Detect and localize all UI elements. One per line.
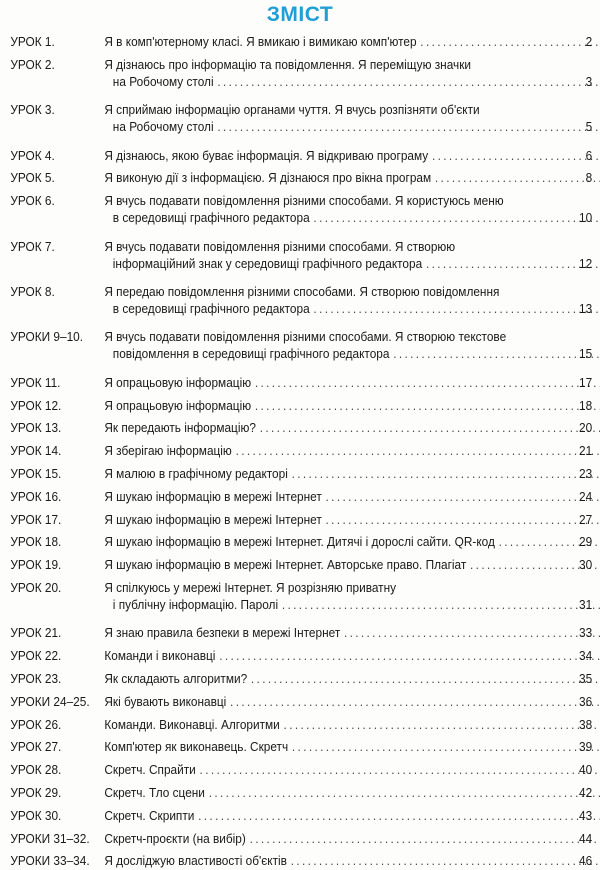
dot-leader: [313, 301, 600, 318]
toc-page-number: 24: [579, 489, 593, 504]
toc-row[interactable]: [0, 34, 600, 51]
toc-lesson-label: УРОК 5.: [10, 171, 55, 186]
toc-page-number: 17: [579, 375, 593, 390]
toc-entry-title: Я шукаю інформацію в мережі Інтернет: [104, 512, 322, 527]
toc-entry-title: Я малюю в графічному редакторі: [104, 467, 288, 481]
toc-row[interactable]: [0, 420, 600, 437]
toc-row[interactable]: [0, 102, 600, 136]
dot-leader: [251, 671, 600, 688]
toc-row[interactable]: [0, 193, 600, 227]
toc-row[interactable]: [0, 57, 600, 91]
dot-leader: [217, 119, 600, 136]
toc-entry-title: інформаційний знак у середовищі графічного редактора: [112, 256, 423, 271]
toc-lesson-label: УРОК 21.: [10, 626, 62, 641]
toc-row[interactable]: [0, 648, 600, 665]
dot-leader: [260, 420, 600, 437]
toc-page-number: 40: [579, 763, 593, 778]
toc-page-number: 44: [579, 831, 593, 846]
toc-lesson-label: УРОК 14.: [10, 444, 62, 459]
toc-lesson-label: УРОК 7.: [10, 239, 55, 254]
toc-row[interactable]: [0, 717, 600, 734]
toc-page-number: 31: [579, 598, 593, 612]
toc-lesson-label: УРОК 29.: [10, 786, 62, 800]
toc-page-number: 33: [579, 626, 593, 641]
toc-entry-title: і публічну інформацію. Паролі: [112, 598, 279, 612]
toc-lesson-label: УРОК 27.: [10, 740, 62, 755]
toc-row[interactable]: [0, 534, 600, 551]
toc-lesson-label: УРОК 1.: [10, 35, 55, 49]
toc-row[interactable]: [0, 398, 600, 415]
toc-page-number: 43: [579, 808, 593, 823]
toc-page-number: 10: [579, 211, 593, 226]
toc-row[interactable]: [0, 671, 600, 688]
toc-entry-title: на Робочому столі: [112, 74, 214, 89]
toc-page-number: 18: [579, 398, 593, 413]
toc-entry-title: Я зберігаю інформацію: [104, 444, 232, 459]
toc-row[interactable]: [0, 580, 600, 614]
toc-lesson-label: УРОК 8.: [10, 285, 55, 299]
toc-row[interactable]: [0, 512, 600, 529]
toc-row[interactable]: [0, 557, 600, 574]
toc-page-number: 34: [579, 649, 593, 664]
toc-row[interactable]: [0, 148, 600, 165]
toc-entry-title: Скретч. Тло сцени: [104, 786, 205, 800]
dot-leader: [209, 785, 600, 802]
toc-entry-title: Скретч. Спрайти: [104, 763, 196, 778]
toc-page-number: 3: [585, 74, 593, 89]
toc-page-number: 2: [585, 35, 593, 49]
dot-leader: [291, 853, 600, 870]
toc-row[interactable]: [0, 329, 600, 363]
toc-page-number: 21: [579, 444, 593, 459]
toc-row[interactable]: [0, 694, 600, 711]
toc-page-number: 29: [579, 535, 593, 550]
toc-row[interactable]: [0, 785, 600, 802]
toc-page-number: 36: [579, 694, 593, 709]
dot-leader: [200, 762, 600, 779]
toc-entry-title: Я сприймаю інформацію органами чуття. Я вчусь розпізняти об'єкти: [104, 103, 480, 118]
toc-lesson-label: УРОК 20.: [10, 581, 62, 595]
dot-leader: [282, 597, 600, 614]
toc-entry-title: Скретч. Скрипти: [104, 808, 195, 823]
dot-leader: [313, 210, 600, 227]
toc-lesson-label: УРОК 4.: [10, 148, 55, 163]
toc-lesson-label: УРОКИ 31–32.: [10, 831, 90, 846]
toc-entry-title: Я досліджую властивості об'єктів: [104, 854, 287, 869]
toc-entry-title: Я шукаю інформацію в мережі Інтернет. Авторське право. Плагіат: [104, 558, 467, 573]
toc-entry-title: Як складають алгоритми?: [104, 672, 248, 686]
toc-lesson-label: УРОК 2.: [10, 57, 55, 72]
toc-row[interactable]: [0, 831, 600, 848]
toc-row[interactable]: [0, 466, 600, 483]
toc-entry-title: в середовищі графічного редактора: [112, 302, 310, 316]
toc-lesson-label: УРОК 17.: [10, 512, 62, 527]
toc-row[interactable]: [0, 739, 600, 756]
toc-lesson-label: УРОКИ 9–10.: [10, 330, 84, 345]
toc-page-number: 39: [579, 740, 593, 755]
toc-lesson-label: УРОКИ 33–34.: [10, 854, 90, 869]
toc-entry-title: в середовищі графічного редактора: [112, 211, 310, 226]
dot-leader: [219, 648, 600, 665]
toc-row[interactable]: [0, 239, 600, 273]
toc-lesson-label: УРОК 23.: [10, 672, 62, 686]
toc-entry-title: Команди і виконавці: [104, 649, 216, 664]
toc-row[interactable]: [0, 762, 600, 779]
dot-leader: [344, 625, 600, 642]
toc-entry-title: Я передаю повідомлення різними способами. Я створюю повідомлення: [104, 285, 500, 299]
toc-lesson-label: УРОК 22.: [10, 649, 62, 664]
toc-page-number: 12: [579, 256, 593, 271]
toc-entry-title: повідомлення в середовищі графічного редактора: [112, 347, 390, 362]
toc-entry-title: Скретч-проєкти (на вибір): [104, 831, 246, 846]
toc-entry-title: Я дізнаюсь про інформацію та повідомлення. Я переміщую значки: [104, 57, 471, 72]
toc-entry-title: Я шукаю інформацію в мережі Інтернет: [104, 489, 322, 504]
toc-entry-title: Які бувають виконавці: [104, 694, 227, 709]
toc-page-number: 35: [579, 672, 593, 686]
toc-lesson-label: УРОК 15.: [10, 467, 62, 481]
toc-entry-title: Я в комп'ютерному класі. Я вмикаю і вимикаю комп'ютер: [104, 35, 417, 49]
toc-page-number: 42: [579, 786, 593, 800]
toc-page-number: 46: [579, 854, 593, 869]
toc-row[interactable]: [0, 625, 600, 642]
toc-page-number: 5: [585, 120, 593, 135]
toc-entry-title: Я виконую дії з інформацією. Я дізнаюся про вікна програм: [104, 171, 432, 186]
toc-entry-title: Я опрацьовую інформацію: [104, 398, 252, 413]
dot-leader: [236, 443, 600, 460]
toc-entry-title: Я спілкуюсь у мережі Інтернет. Я розрізняю приватну: [104, 581, 397, 595]
dot-leader: [326, 489, 600, 506]
dot-leader: [292, 466, 600, 483]
toc-entry-title: Я вчусь подавати повідомлення різними способами. Я користуюсь меню: [104, 194, 504, 209]
toc-page-number: 6: [585, 148, 593, 163]
toc-lesson-label: УРОК 19.: [10, 558, 62, 573]
toc-lesson-label: УРОК 18.: [10, 535, 62, 550]
toc-page-number: 30: [579, 558, 593, 573]
dot-leader: [230, 694, 600, 711]
toc-entry-title: Я знаю правила безпеки в мережі Інтернет: [104, 626, 341, 641]
toc-entry-title: Я шукаю інформацію в мережі Інтернет. Дитячі і дорослі сайти. QR-код: [104, 535, 495, 550]
toc-row[interactable]: [0, 853, 600, 870]
toc-page-number: 38: [579, 717, 593, 732]
toc-row[interactable]: [0, 284, 600, 318]
toc-lesson-label: УРОК 12.: [10, 398, 62, 413]
toc-entry-title: Я вчусь подавати повідомлення різними способами. Я створюю: [104, 239, 456, 254]
toc-row[interactable]: [0, 808, 600, 825]
toc-entry-title: Я дізнаюсь, якою буває інформація. Я відкриваю програму: [104, 148, 429, 163]
toc-entry-title: Я вчусь подавати повідомлення різними способами. Я створюю текстове: [104, 330, 507, 345]
toc-page-number: 23: [579, 467, 593, 481]
toc-row[interactable]: [0, 170, 600, 187]
page-title: ЗМІСТ: [266, 3, 334, 26]
dot-leader: [198, 808, 600, 825]
dot-leader: [255, 375, 600, 392]
dot-leader: [292, 739, 600, 756]
dot-leader: [326, 512, 600, 529]
dot-leader: [284, 717, 600, 734]
dot-leader: [217, 74, 600, 91]
toc-entry-title: Я опрацьовую інформацію: [104, 375, 252, 390]
dot-leader: [255, 398, 600, 415]
toc-lesson-label: УРОКИ 24–25.: [10, 694, 90, 709]
toc-row[interactable]: [0, 375, 600, 392]
dot-leader: [250, 831, 600, 848]
toc-lesson-label: УРОК 30.: [10, 808, 62, 823]
toc-lesson-label: УРОК 16.: [10, 489, 62, 504]
toc-lesson-label: УРОК 11.: [10, 375, 61, 390]
toc-page-number: 20: [579, 421, 593, 436]
toc-lesson-label: УРОК 6.: [10, 194, 55, 209]
toc-lesson-label: УРОК 26.: [10, 717, 62, 732]
toc-lesson-label: УРОК 13.: [10, 421, 62, 436]
toc-entry-title: Як передають інформацію?: [104, 421, 256, 436]
toc-lesson-label: УРОК 28.: [10, 763, 62, 778]
toc-entry-title: на Робочому столі: [112, 120, 214, 135]
toc-row[interactable]: [0, 443, 600, 460]
toc-lesson-label: УРОК 3.: [10, 103, 55, 118]
toc-page-number: 13: [579, 302, 593, 316]
toc-page-number: 27: [579, 512, 593, 527]
toc-page-number: 8: [585, 171, 593, 186]
toc-row[interactable]: [0, 489, 600, 506]
dot-leader: [393, 346, 600, 363]
toc-entry-title: Команди. Виконавці. Алгоритми: [104, 717, 280, 732]
toc-entry-title: Комп'ютер як виконавець. Скретч: [104, 740, 289, 755]
toc-page-number: 15: [579, 347, 593, 362]
